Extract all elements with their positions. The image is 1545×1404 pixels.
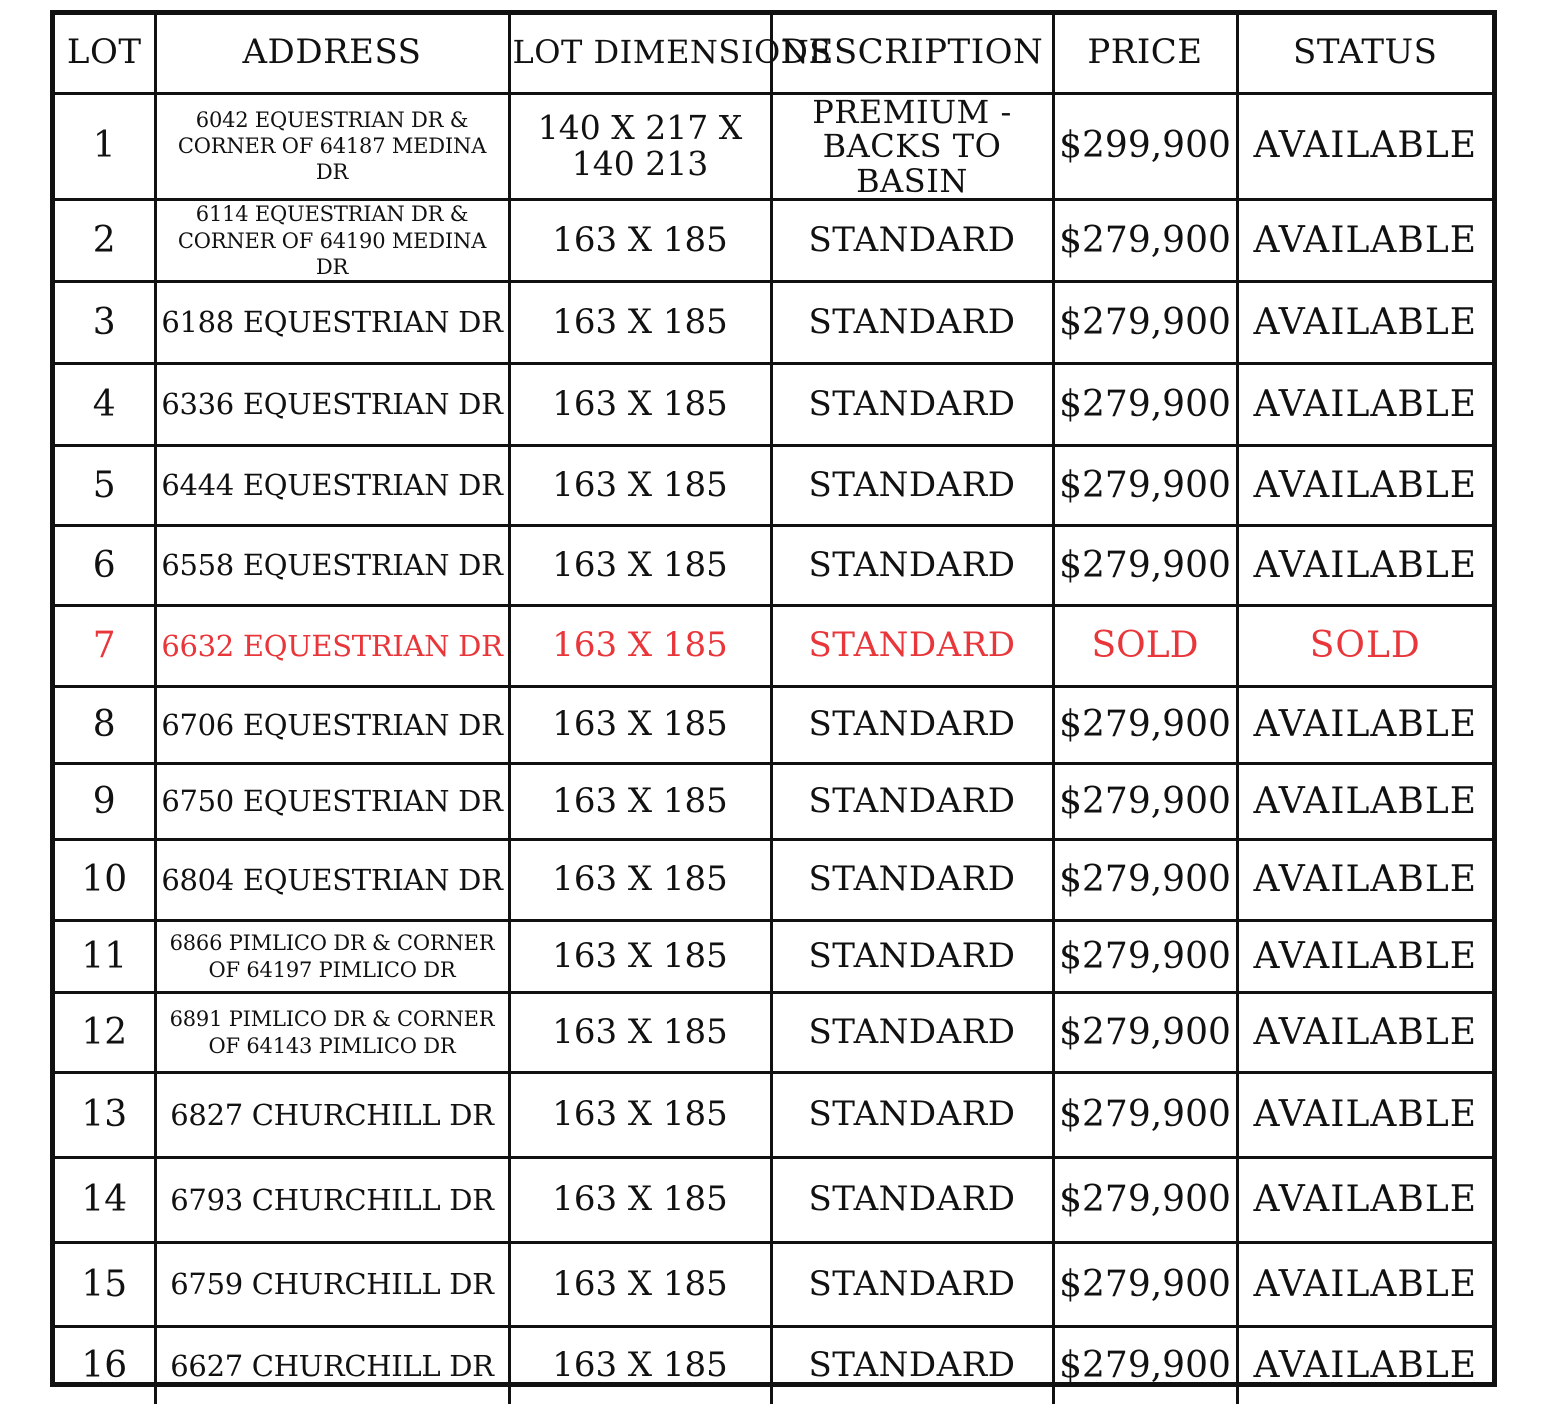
lot-dimensions: 163 X 185 [509,364,771,446]
address: 6444 EQUESTRIAN DR [155,446,509,526]
status: AVAILABLE [1237,446,1492,526]
price: $279,900 [1053,1158,1237,1243]
price: $279,900 [1053,840,1237,921]
description: STANDARD [771,1073,1053,1158]
header-status: STATUS [1237,15,1492,93]
lot-dimensions: 163 X 185 [509,764,771,840]
lot-dimensions: 163 X 185 [509,200,771,282]
address: 6759 CHURCHILL DR [155,1243,509,1327]
lot-dimensions: 163 X 185 [509,606,771,687]
lot-dimensions: 163 X 185 [509,687,771,764]
status: AVAILABLE [1237,1073,1492,1158]
lot-number: 12 [55,993,155,1073]
lot-number: 1 [55,93,155,200]
status: SOLD [1237,606,1492,687]
price: $279,900 [1053,282,1237,364]
price: $279,900 [1053,921,1237,993]
address: 6706 EQUESTRIAN DR [155,687,509,764]
lot-number: 3 [55,282,155,364]
header-lot: LOT [55,15,155,93]
description: PREMIUM - BACKS TO BASIN [771,93,1053,200]
header-lot-dimensions: LOT DIMENSIONS [509,15,771,93]
price: $279,900 [1053,1243,1237,1327]
status: AVAILABLE [1237,764,1492,840]
price: $279,900 [1053,993,1237,1073]
header-row [55,15,1492,93]
lot-number: 16 [55,1327,155,1404]
table-row [55,764,1492,840]
description: STANDARD [771,200,1053,282]
address: 6632 EQUESTRIAN DR [155,606,509,687]
address: 6866 PIMLICO DR & CORNER OF 64197 PIMLICO DR [155,921,509,993]
table-row [55,282,1492,364]
table-row [55,200,1492,282]
description: STANDARD [771,1243,1053,1327]
price: $299,900 [1053,93,1237,200]
table-row [55,526,1492,606]
status: AVAILABLE [1237,1158,1492,1243]
lot-number: 7 [55,606,155,687]
lot-dimensions: 163 X 185 [509,1073,771,1158]
table-row [55,364,1492,446]
lot-number: 9 [55,764,155,840]
price: $279,900 [1053,200,1237,282]
table-row [55,1327,1492,1404]
address: 6750 EQUESTRIAN DR [155,764,509,840]
lot-dimensions: 163 X 185 [509,1158,771,1243]
status: AVAILABLE [1237,282,1492,364]
lot-number: 14 [55,1158,155,1243]
header-address: ADDRESS [155,15,509,93]
description: STANDARD [771,364,1053,446]
price: $279,900 [1053,1327,1237,1404]
address: 6891 PIMLICO DR & CORNER OF 64143 PIMLICO DR [155,993,509,1073]
lot-dimensions: 140 X 217 X 140 213 [509,93,771,200]
price: $279,900 [1053,526,1237,606]
status: AVAILABLE [1237,687,1492,764]
table-row [55,1073,1492,1158]
status: AVAILABLE [1237,93,1492,200]
description: STANDARD [771,282,1053,364]
table-row [55,921,1492,993]
table-row [55,840,1492,921]
description: STANDARD [771,446,1053,526]
status: AVAILABLE [1237,993,1492,1073]
address: 6793 CHURCHILL DR [155,1158,509,1243]
address: 6627 CHURCHILL DR [155,1327,509,1404]
address: 6114 EQUESTRIAN DR & CORNER OF 64190 MEDINA DR [155,200,509,282]
address: 6042 EQUESTRIAN DR & CORNER OF 64187 MEDINA DR [155,93,509,200]
lot-number: 13 [55,1073,155,1158]
lot-dimensions: 163 X 185 [509,282,771,364]
table-row [55,687,1492,764]
description: STANDARD [771,606,1053,687]
lot-dimensions: 163 X 185 [509,921,771,993]
status: AVAILABLE [1237,840,1492,921]
address: 6827 CHURCHILL DR [155,1073,509,1158]
lot-dimensions: 163 X 185 [509,526,771,606]
price: $279,900 [1053,764,1237,840]
table-row [55,93,1492,200]
status: AVAILABLE [1237,921,1492,993]
description: STANDARD [771,1327,1053,1404]
description: STANDARD [771,993,1053,1073]
price: $279,900 [1053,1073,1237,1158]
header-description: DESCRIPTION [771,15,1053,93]
header-price: PRICE [1053,15,1237,93]
lot-number: 11 [55,921,155,993]
table-row [55,446,1492,526]
lot-dimensions: 163 X 185 [509,1243,771,1327]
lot-number: 2 [55,200,155,282]
price: $279,900 [1053,687,1237,764]
description: STANDARD [771,921,1053,993]
lot-number: 4 [55,364,155,446]
status: AVAILABLE [1237,526,1492,606]
lot-dimensions: 163 X 185 [509,446,771,526]
status: AVAILABLE [1237,1327,1492,1404]
table-row [55,1158,1492,1243]
lot-table [55,15,1492,1404]
lot-dimensions: 163 X 185 [509,840,771,921]
table-row [55,1243,1492,1327]
description: STANDARD [771,840,1053,921]
description: STANDARD [771,764,1053,840]
description: STANDARD [771,1158,1053,1243]
address: 6188 EQUESTRIAN DR [155,282,509,364]
price: $279,900 [1053,446,1237,526]
lot-number: 15 [55,1243,155,1327]
address: 6558 EQUESTRIAN DR [155,526,509,606]
status: AVAILABLE [1237,1243,1492,1327]
lot-dimensions: 163 X 185 [509,1327,771,1404]
lot-dimensions: 163 X 185 [509,993,771,1073]
lot-number: 10 [55,840,155,921]
address: 6804 EQUESTRIAN DR [155,840,509,921]
lot-number: 6 [55,526,155,606]
description: STANDARD [771,687,1053,764]
lot-price-sheet [50,10,1497,1387]
table-row-sold [55,606,1492,687]
price: $279,900 [1053,364,1237,446]
status: AVAILABLE [1237,200,1492,282]
description: STANDARD [771,526,1053,606]
lot-number: 5 [55,446,155,526]
address: 6336 EQUESTRIAN DR [155,364,509,446]
lot-number: 8 [55,687,155,764]
price: SOLD [1053,606,1237,687]
status: AVAILABLE [1237,364,1492,446]
table-row [55,993,1492,1073]
